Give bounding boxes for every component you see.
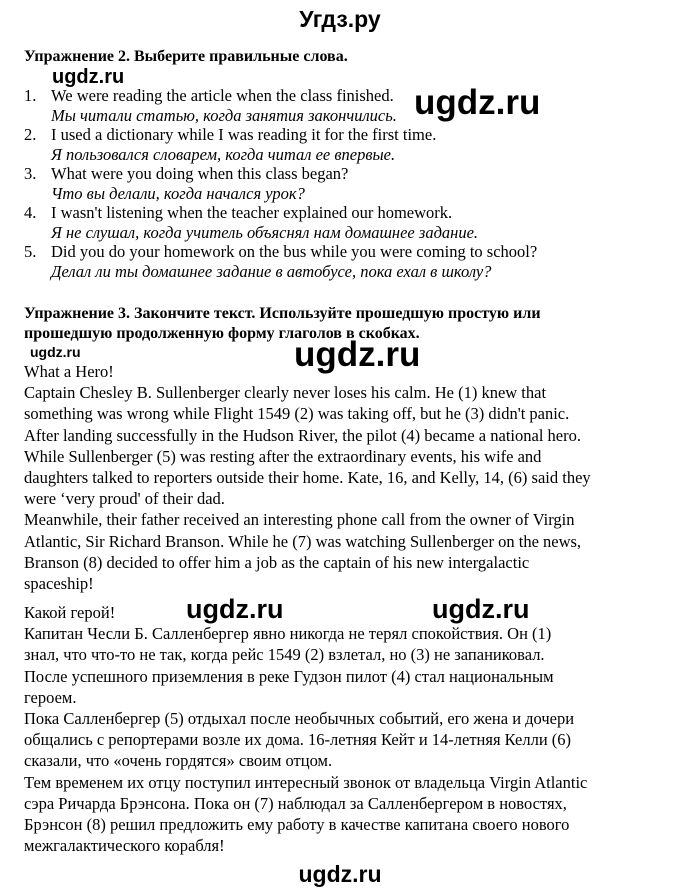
text-line: Капитан Чесли Б. Салленбергер явно никогда не терял спокойствия. Он (1) (24, 624, 552, 644)
item-number: 5. (24, 242, 37, 261)
text-line: spaceship! (24, 574, 94, 594)
item-number: 2. (24, 125, 37, 144)
watermark: ugdz.ru (52, 66, 125, 88)
text-line: were ‘very proud' of their dad. (24, 489, 225, 509)
exercise-2-list (24, 86, 664, 281)
sentence-ru: Что вы делали, когда начался урок? (51, 183, 305, 203)
story-title-en: What a Hero! (24, 362, 114, 381)
text-line: After landing successfully in the Hudson River, the pilot (4) became a national hero. (24, 425, 581, 445)
item-number: 3. (24, 164, 37, 183)
watermark: ugdz.ru (186, 594, 284, 624)
text-line: While Sullenberger (5) was resting after the extraordinary events, his wife and (24, 446, 542, 466)
story-ru (24, 602, 674, 856)
text-line: общались с репортерами возле их дома. 16-летняя Кейт и 14-летняя Келли (6) (24, 730, 572, 750)
text-line: Meanwhile, their father received an interesting phone call from the owner of Virgin (24, 510, 575, 530)
text-line: Тем временем их отцу поступил интересный звонок от владельца Virgin Atlantic (24, 772, 588, 792)
watermark: ugdz.ru (30, 344, 81, 360)
sentence-en: What were you doing when this class began? (51, 164, 349, 183)
text-line: something was wrong while Flight 1549 (2) was taking off, but he (3) didn't panic. (24, 404, 570, 424)
text-line: daughters talked to reporters outside their home. Kate, 16, and Kelly, 14, (6) said they (24, 468, 591, 488)
text-line: сказали, что «очень гордятся» своим отцом. (24, 751, 333, 771)
watermark: ugdz.ru (414, 83, 541, 122)
text-line: Captain Chesley B. Sullenberger clearly never loses his calm. He (1) knew that (24, 383, 547, 403)
text-line: После успешного приземления в реке Гудзон пилот (4) стал национальным (24, 666, 554, 686)
list-item (24, 125, 664, 164)
story-en (24, 361, 674, 594)
sentence-ru: Я пользовался словарем, когда читал ее впервые. (51, 144, 396, 164)
text-line: Atlantic, Sir Richard Branson. While he (7) was watching Sullenberger on the news, (24, 531, 582, 551)
item-number: 4. (24, 203, 37, 222)
text-line: межгалактического корабля! (24, 836, 225, 856)
sentence-ru: Я не слушал, когда учитель объяснял нам домашнее задание. (51, 222, 479, 242)
sentence-ru: Мы читали статью, когда занятия закончились. (51, 105, 397, 125)
text-line: Брэнсон (8) решил предложить ему работу в качестве капитана своего нового (24, 815, 570, 835)
watermark: ugdz.ru (432, 594, 530, 624)
sentence-ru: Делал ли ты домашнее задание в автобусе, пока ехал в школу? (51, 261, 492, 281)
item-number: 1. (24, 86, 37, 105)
story-title-ru: Какой герой! (24, 603, 116, 622)
exercise-3-heading-line: Упражнение 3. Закончите текст. Используйте прошедшую простую или (24, 305, 541, 322)
watermark: ugdz.ru (298, 861, 382, 887)
exercise-2-heading: Упражнение 2. Выберите правильные слова. (24, 48, 348, 65)
list-item (24, 86, 664, 125)
list-item (24, 164, 664, 203)
text-line: знал, что что-то не так, когда рейс 1549 (2) взлетал, но (3) не запаниковал. (24, 645, 545, 665)
text-line: сэра Ричарда Брэнсона. Пока он (7) наблюдал за Салленбергером в новостях, (24, 793, 567, 813)
text-line: Branson (8) decided to offer him a job as the captain of his new intergalactic (24, 552, 530, 572)
sentence-en: I wasn't listening when the teacher explained our homework. (51, 203, 453, 222)
exercise-3-heading-line: прошедшую продолженную форму глаголов в скобках. (24, 325, 420, 342)
text-line: Пока Салленбергер (5) отдыхал после необычных событий, его жена и дочери (24, 709, 575, 729)
sentence-en: I used a dictionary while I was reading it for the first time. (51, 125, 437, 144)
list-item (24, 203, 664, 242)
site-title: Угдз.ру (299, 6, 381, 32)
sentence-en: Did you do your homework on the bus while you were coming to school? (51, 242, 538, 261)
text-line: героем. (24, 687, 77, 707)
list-item (24, 242, 664, 281)
watermark: ugdz.ru (294, 335, 421, 374)
sentence-en: We were reading the article when the class finished. (51, 86, 394, 105)
